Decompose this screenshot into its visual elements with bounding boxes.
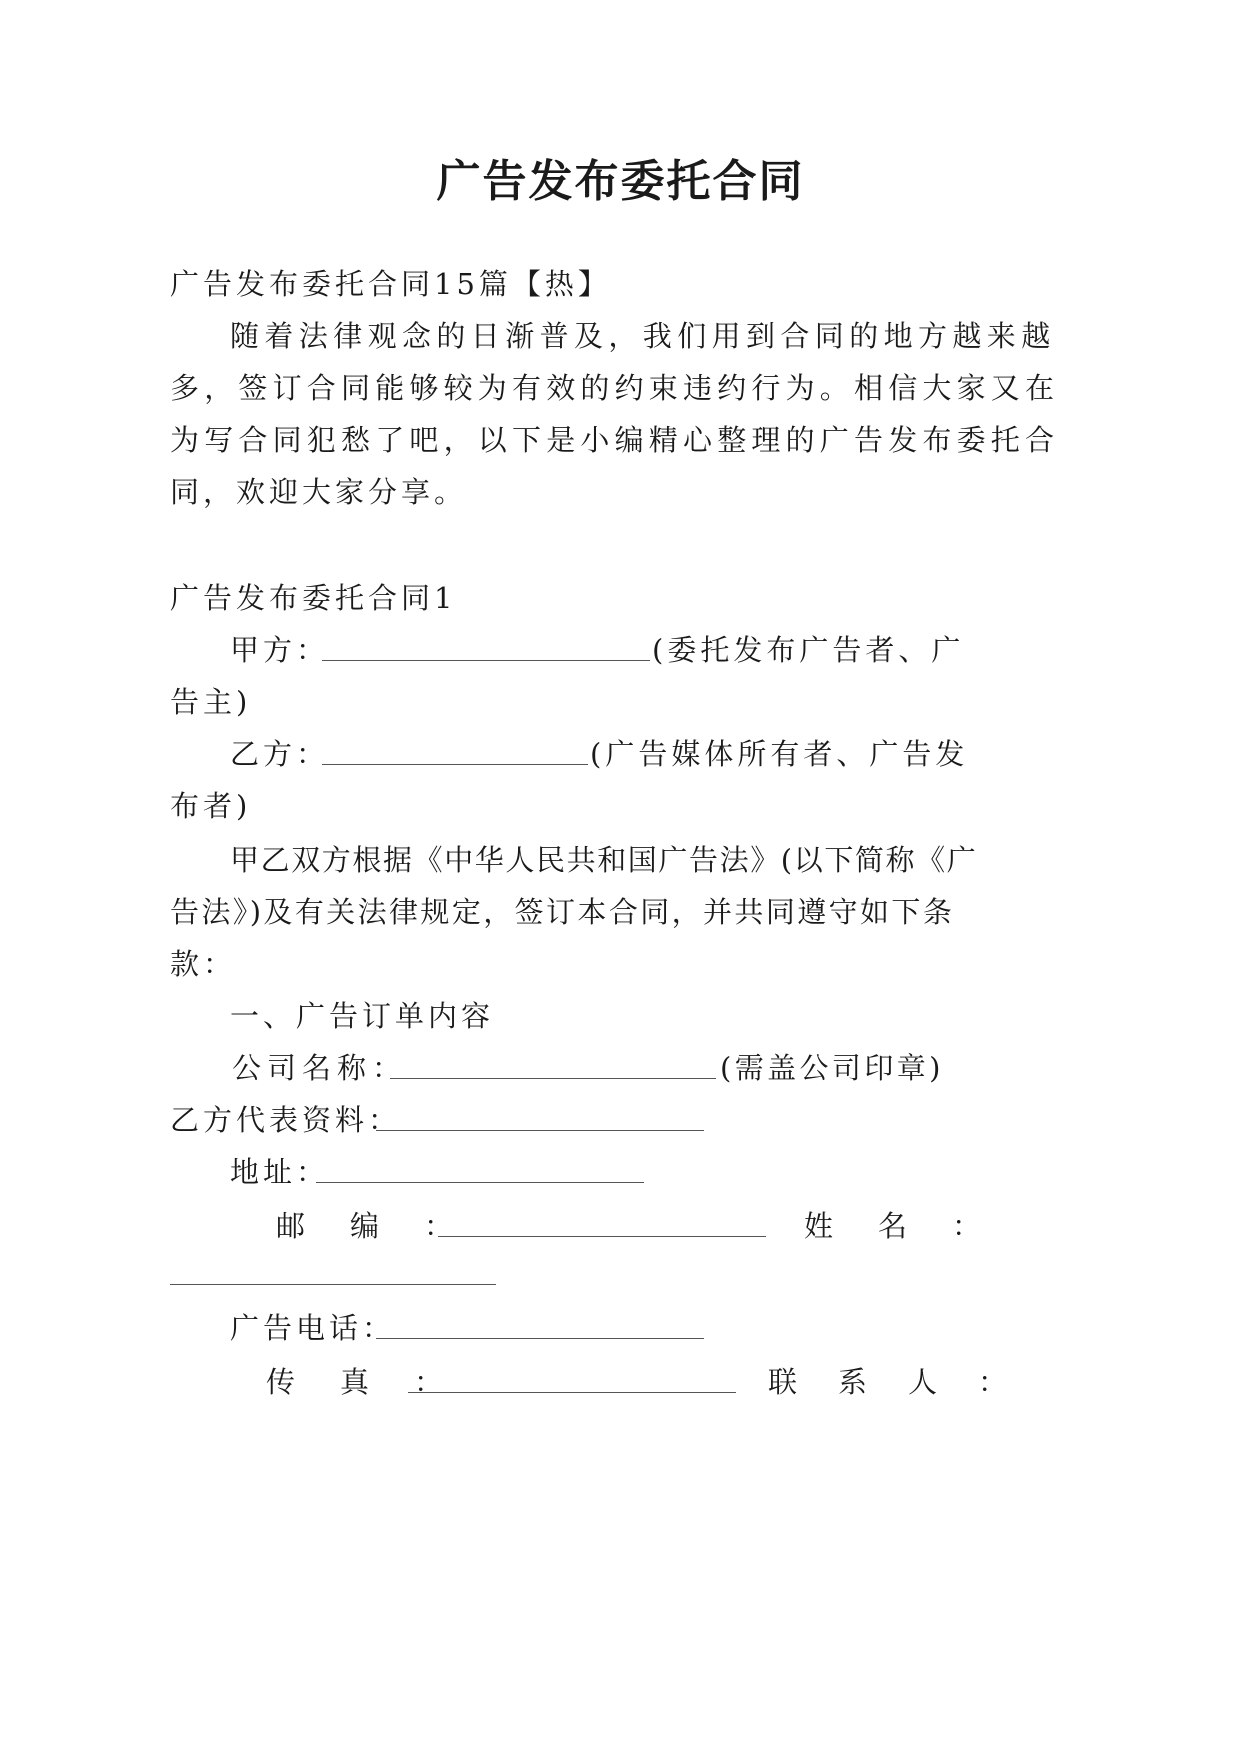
agreement-line-3: 款： — [170, 947, 237, 981]
postcode-label: 邮 编 ： — [276, 1209, 462, 1243]
agreement-line-2: 告法》)及有关法律规定，签订本合同，并共同遵守如下条 — [170, 895, 955, 929]
ad-phone-blank[interactable] — [376, 1338, 704, 1339]
postcode-blank[interactable] — [438, 1236, 766, 1237]
ad-phone-label: 广告电话： — [230, 1311, 396, 1345]
party-b-rep-label: 乙方代表资料： — [170, 1103, 402, 1137]
section-heading: 广告发布委托合同1 — [170, 581, 457, 615]
company-name-blank[interactable] — [390, 1078, 716, 1079]
party-b-rep-blank[interactable] — [376, 1130, 704, 1131]
clause-1-heading: 一、广告订单内容 — [230, 999, 495, 1033]
intro-line-2: 多，签订合同能够较为有效的约束违约行为。相信大家又在 — [170, 371, 1060, 405]
document-subtitle: 广告发布委托合同15篇【热】 — [170, 267, 611, 301]
party-b-note-2: 布者) — [170, 789, 252, 823]
intro-line-3: 为写合同犯愁了吧，以下是小编精心整理的广告发布委托合 — [170, 423, 1060, 457]
name-blank[interactable] — [170, 1284, 496, 1285]
party-a-note-2: 告主) — [170, 685, 252, 719]
party-b-note-1: (广告媒体所有者、广告发 — [590, 737, 969, 771]
intro-line-4: 同，欢迎大家分享。 — [170, 475, 468, 509]
contact-label: 联 系 人 ： — [768, 1365, 1014, 1399]
fax-blank[interactable] — [408, 1392, 736, 1393]
party-a-note-1: (委托发布广告者、广 — [652, 633, 965, 667]
party-a-blank[interactable] — [322, 660, 650, 661]
document-title: 广告发布委托合同 — [436, 156, 805, 207]
address-blank[interactable] — [316, 1182, 644, 1183]
party-b-blank[interactable] — [322, 764, 588, 765]
fax-label: 传 真 ： — [266, 1365, 452, 1399]
party-b-label: 乙方： — [230, 737, 330, 771]
address-label: 地址： — [230, 1155, 330, 1189]
company-name-note: (需盖公司印章) — [720, 1051, 944, 1085]
intro-line-1: 随着法律观念的日渐普及，我们用到合同的地方越来越 — [230, 319, 1056, 353]
agreement-line-1: 甲乙双方根据《中华人民共和国广告法》(以下简称《广 — [230, 843, 978, 877]
party-a-label: 甲方： — [230, 633, 330, 667]
company-name-label: 公司名称： — [232, 1051, 408, 1085]
name-label: 姓 名 ： — [804, 1209, 990, 1243]
